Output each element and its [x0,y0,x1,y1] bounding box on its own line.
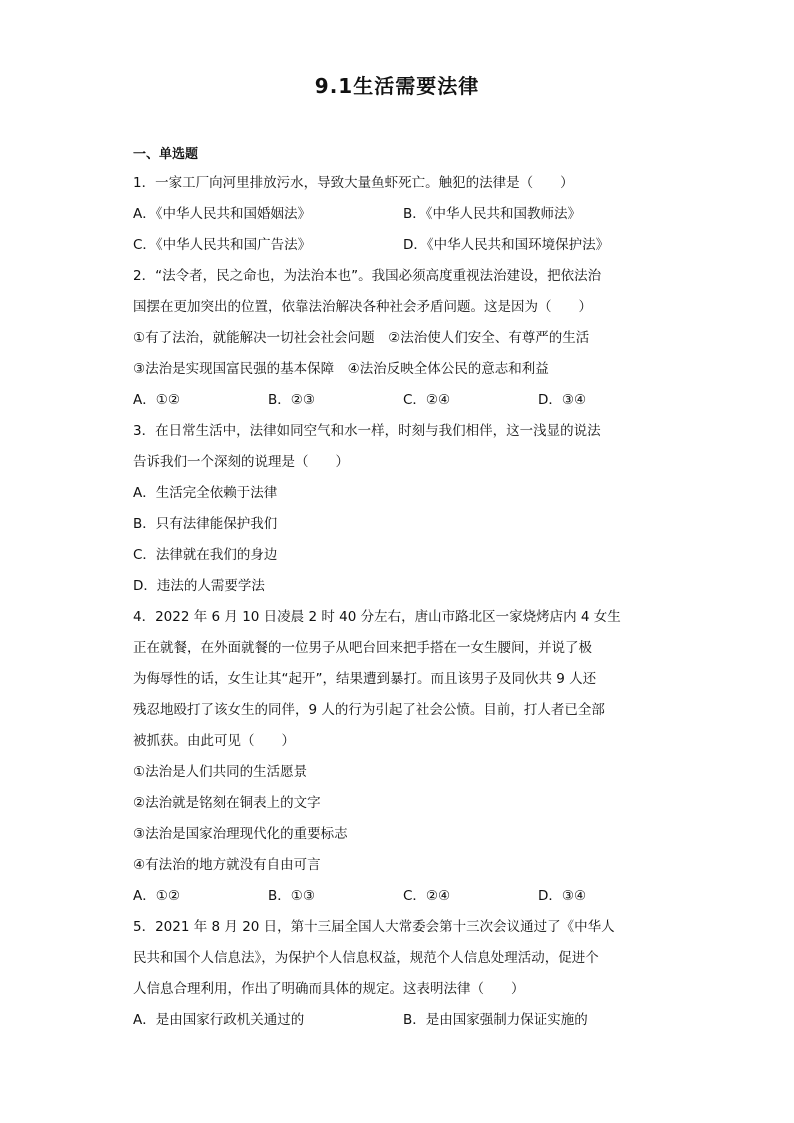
option-c: C．②④ [403,392,451,408]
question-5 [133,912,673,1036]
question-5-stem-line-2: 民共和国个人信息法》，为保护个人信息权益，规范个人信息处理活动，促进个 [133,950,599,966]
question-5-options-row-1 [133,1005,673,1036]
question-4 [133,602,673,912]
option-d: D．《中华人民共和国环境保护法》 [403,237,610,253]
question-1-options-row-1 [133,199,673,230]
question-list [133,144,673,1036]
question-4-stem-line-4: 残忍地殴打了该女生的同伴，9 人的行为引起了社会公愤。目前，打人者已全部 [133,702,605,718]
option-c: C．《中华人民共和国广告法》 [133,237,312,253]
question-4-stem-line-3: 为侮辱性的话，女生让其“起开”，结果遭到暴打。而且该男子及同伙共 9 人还 [133,671,597,687]
option-b: B．①③ [268,888,315,904]
option-b: B．《中华人民共和国教师法》 [403,206,582,222]
question-4-options [133,881,673,912]
option-a: A．①② [133,888,180,904]
question-4-stem-line-5: 被抓获。由此可见（ ） [133,733,295,749]
option-b: B．只有法律能保护我们 [133,516,278,532]
question-4-statement-2: ②法治就是铭刻在铜表上的文字 [133,795,321,811]
question-4-stem-line-1: 4．2022 年 6 月 10 日凌晨 2 时 40 分左右，唐山市路北区一家烧烤店内 4 女生 [133,609,621,625]
question-3 [133,416,673,602]
question-5-stem-line-3: 人信息合理利用，作出了明确而具体的规定。这表明法律（ ） [133,981,525,997]
option-d: D．③④ [538,392,587,408]
question-2-options [133,385,673,416]
option-a: A．生活完全依赖于法律 [133,485,278,501]
option-d: D．违法的人需要学法 [133,578,265,594]
question-2 [133,261,673,416]
section-heading: 一、单选题 [133,147,199,162]
question-2-statement-2: ③法治是实现国富民强的基本保障 ④法治反映全体公民的意志和利益 [133,361,549,377]
question-2-stem-line-1: 2．“法令者，民之命也，为法治本也”。我国必须高度重视法治建设，把依法治 [133,268,602,284]
option-a: A．是由国家行政机关通过的 [133,1012,305,1028]
question-4-statement-3: ③法治是国家治理现代化的重要标志 [133,826,348,842]
option-c: C．法律就在我们的身边 [133,547,278,563]
question-2-stem-line-2: 国摆在更加突出的位置，依靠法治解决各种社会矛盾问题。这是因为（ ） [133,299,592,315]
question-1 [133,168,673,261]
page-title: 9.1生活需要法律 [314,74,480,98]
question-3-stem-line-2: 告诉我们一个深刻的说理是（ ） [133,454,349,470]
question-2-statement-1: ①有了法治，就能解决一切社会社会问题 ②法治使人们安全、有尊严的生活 [133,330,590,346]
option-d: D．③④ [538,888,587,904]
option-a: A．①② [133,392,180,408]
question-1-options-row-2 [133,230,673,261]
question-1-stem: 1．一家工厂向河里排放污水，导致大量鱼虾死亡。触犯的法律是（ ） [133,175,574,191]
question-5-stem-line-1: 5．2021 年 8 月 20 日，第十三届全国人大常委会第十三次会议通过了《中华人 [133,919,615,935]
option-a: A．《中华人民共和国婚姻法》 [133,206,311,222]
option-b: B．②③ [268,392,315,408]
question-4-statement-4: ④有法治的地方就没有自由可言 [133,857,321,873]
option-b: B．是由国家强制力保证实施的 [403,1012,588,1028]
question-4-statement-1: ①法治是人们共同的生活愿景 [133,764,308,780]
question-4-stem-line-2: 正在就餐，在外面就餐的一位男子从吧台回来把手搭在一女生腰间，并说了极 [133,640,592,656]
option-c: C．②④ [403,888,451,904]
question-3-stem-line-1: 3．在日常生活中，法律如同空气和水一样，时刻与我们相伴，这一浅显的说法 [133,423,601,439]
